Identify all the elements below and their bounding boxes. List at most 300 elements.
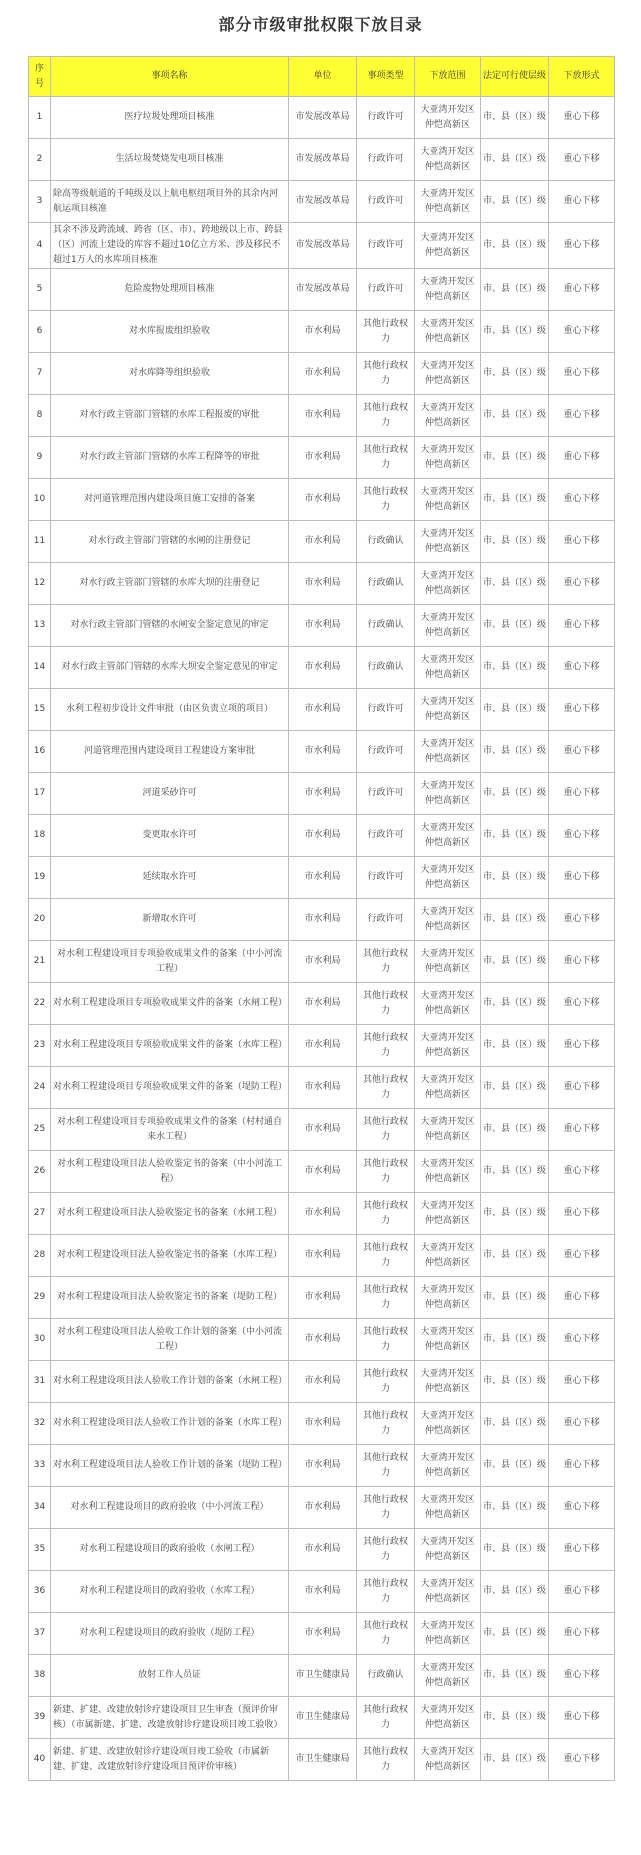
- row-level: 市、县（区）级: [481, 773, 549, 815]
- row-type: 其他行政权力: [357, 1697, 415, 1739]
- row-no: 22: [29, 983, 51, 1025]
- row-unit: 市水利局: [289, 1109, 357, 1151]
- row-type: 行政许可: [357, 731, 415, 773]
- row-form: 重心下移: [549, 1319, 615, 1361]
- row-unit: 市发展改革局: [289, 181, 357, 223]
- row-level: 市、县（区）级: [481, 1319, 549, 1361]
- row-level: 市、县（区）级: [481, 1571, 549, 1613]
- row-form: 重心下移: [549, 983, 615, 1025]
- row-name: 对水库降等组织验收: [51, 353, 289, 395]
- row-no: 17: [29, 773, 51, 815]
- row-scope: 大亚湾开发区仲恺高新区: [415, 1319, 481, 1361]
- row-level: 市、县（区）级: [481, 269, 549, 311]
- row-type: 其他行政权力: [357, 941, 415, 983]
- row-level: 市、县（区）级: [481, 1067, 549, 1109]
- row-form: 重心下移: [549, 1655, 615, 1697]
- row-scope: 大亚湾开发区仲恺高新区: [415, 353, 481, 395]
- row-no: 39: [29, 1697, 51, 1739]
- row-unit: 市水利局: [289, 1571, 357, 1613]
- row-level: 市、县（区）级: [481, 689, 549, 731]
- row-form: 重心下移: [549, 605, 615, 647]
- row-no: 8: [29, 395, 51, 437]
- row-no: 37: [29, 1613, 51, 1655]
- table-row: [29, 1151, 615, 1193]
- row-form: 重心下移: [549, 1151, 615, 1193]
- row-scope: 大亚湾开发区仲恺高新区: [415, 857, 481, 899]
- row-scope: 大亚湾开发区仲恺高新区: [415, 1025, 481, 1067]
- row-unit: 市水利局: [289, 605, 357, 647]
- row-name: 新增取水许可: [51, 899, 289, 941]
- row-form: 重心下移: [549, 563, 615, 605]
- row-no: 23: [29, 1025, 51, 1067]
- row-unit: 市卫生健康局: [289, 1697, 357, 1739]
- row-type: 行政许可: [357, 223, 415, 269]
- table-row: [29, 1277, 615, 1319]
- row-scope: 大亚湾开发区仲恺高新区: [415, 1697, 481, 1739]
- row-no: 38: [29, 1655, 51, 1697]
- row-name: 对水利工程建设项目法人验收鉴定书的备案（水闸工程）: [51, 1193, 289, 1235]
- row-form: 重心下移: [549, 1613, 615, 1655]
- row-scope: 大亚湾开发区仲恺高新区: [415, 1571, 481, 1613]
- row-type: 其他行政权力: [357, 395, 415, 437]
- row-unit: 市水利局: [289, 1319, 357, 1361]
- row-scope: 大亚湾开发区仲恺高新区: [415, 689, 481, 731]
- row-no: 29: [29, 1277, 51, 1319]
- row-level: 市、县（区）级: [481, 1739, 549, 1781]
- row-name: 对水利工程建设项目法人验收鉴定书的备案（水库工程）: [51, 1235, 289, 1277]
- row-type: 行政许可: [357, 689, 415, 731]
- row-unit: 市水利局: [289, 647, 357, 689]
- table-row: [29, 563, 615, 605]
- table-row: [29, 353, 615, 395]
- row-form: 重心下移: [549, 1697, 615, 1739]
- header-name: 事项名称: [51, 57, 289, 97]
- row-name: 危险废物处理项目核准: [51, 269, 289, 311]
- row-name: 延续取水许可: [51, 857, 289, 899]
- row-type: 其他行政权力: [357, 479, 415, 521]
- row-name: 生活垃圾焚烧发电项目核准: [51, 139, 289, 181]
- row-scope: 大亚湾开发区仲恺高新区: [415, 1403, 481, 1445]
- row-scope: 大亚湾开发区仲恺高新区: [415, 311, 481, 353]
- row-scope: 大亚湾开发区仲恺高新区: [415, 605, 481, 647]
- row-type: 其他行政权力: [357, 437, 415, 479]
- table-row: [29, 983, 615, 1025]
- row-type: 行政许可: [357, 899, 415, 941]
- table-row: [29, 1529, 615, 1571]
- row-name: 对水利工程建设项目法人验收工作计划的备案（水闸工程）: [51, 1361, 289, 1403]
- table-body: [29, 97, 615, 1781]
- row-unit: 市卫生健康局: [289, 1655, 357, 1697]
- row-level: 市、县（区）级: [481, 1697, 549, 1739]
- table-row: [29, 1361, 615, 1403]
- table-row: [29, 605, 615, 647]
- table-row: [29, 223, 615, 269]
- row-level: 市、县（区）级: [481, 1151, 549, 1193]
- row-form: 重心下移: [549, 1739, 615, 1781]
- row-unit: 市水利局: [289, 1403, 357, 1445]
- header-scope: 下放范围: [415, 57, 481, 97]
- table-row: [29, 521, 615, 563]
- row-form: 重心下移: [549, 1277, 615, 1319]
- header-form: 下放形式: [549, 57, 615, 97]
- row-form: 重心下移: [549, 1571, 615, 1613]
- row-scope: 大亚湾开发区仲恺高新区: [415, 437, 481, 479]
- row-unit: 市水利局: [289, 437, 357, 479]
- table-row: [29, 139, 615, 181]
- row-type: 其他行政权力: [357, 1277, 415, 1319]
- row-type: 行政确认: [357, 605, 415, 647]
- row-no: 14: [29, 647, 51, 689]
- row-type: 其他行政权力: [357, 1529, 415, 1571]
- table-row: [29, 1571, 615, 1613]
- row-scope: 大亚湾开发区仲恺高新区: [415, 223, 481, 269]
- row-unit: 市水利局: [289, 311, 357, 353]
- row-unit: 市发展改革局: [289, 97, 357, 139]
- row-scope: 大亚湾开发区仲恺高新区: [415, 181, 481, 223]
- row-type: 行政许可: [357, 857, 415, 899]
- row-name: 对水利工程建设项目专项验收成果文件的备案（村村通自来水工程）: [51, 1109, 289, 1151]
- row-name: 对水利工程建设项目的政府验收（水闸工程）: [51, 1529, 289, 1571]
- row-unit: 市发展改革局: [289, 223, 357, 269]
- row-level: 市、县（区）级: [481, 1193, 549, 1235]
- row-level: 市、县（区）级: [481, 899, 549, 941]
- table-row: [29, 1445, 615, 1487]
- row-no: 35: [29, 1529, 51, 1571]
- table-row: [29, 731, 615, 773]
- table-row: [29, 1697, 615, 1739]
- table-row: [29, 1067, 615, 1109]
- row-name: 对水利工程建设项目专项验收成果文件的备案（水库工程）: [51, 1025, 289, 1067]
- row-unit: 市水利局: [289, 815, 357, 857]
- row-type: 其他行政权力: [357, 1571, 415, 1613]
- row-type: 行政许可: [357, 815, 415, 857]
- row-type: 其他行政权力: [357, 1361, 415, 1403]
- row-level: 市、县（区）级: [481, 395, 549, 437]
- row-level: 市、县（区）级: [481, 605, 549, 647]
- row-no: 15: [29, 689, 51, 731]
- row-no: 10: [29, 479, 51, 521]
- row-no: 1: [29, 97, 51, 139]
- row-scope: 大亚湾开发区仲恺高新区: [415, 983, 481, 1025]
- row-scope: 大亚湾开发区仲恺高新区: [415, 1277, 481, 1319]
- row-unit: 市水利局: [289, 857, 357, 899]
- row-scope: 大亚湾开发区仲恺高新区: [415, 1655, 481, 1697]
- row-form: 重心下移: [549, 353, 615, 395]
- row-form: 重心下移: [549, 97, 615, 139]
- row-unit: 市水利局: [289, 353, 357, 395]
- row-unit: 市卫生健康局: [289, 1739, 357, 1781]
- row-scope: 大亚湾开发区仲恺高新区: [415, 899, 481, 941]
- row-level: 市、县（区）级: [481, 1529, 549, 1571]
- row-type: 其他行政权力: [357, 1445, 415, 1487]
- row-type: 其他行政权力: [357, 1403, 415, 1445]
- row-form: 重心下移: [549, 181, 615, 223]
- row-unit: 市水利局: [289, 1613, 357, 1655]
- row-name: 对水行政主管部门管辖的水库大坝安全鉴定意见的审定: [51, 647, 289, 689]
- row-level: 市、县（区）级: [481, 223, 549, 269]
- row-form: 重心下移: [549, 1109, 615, 1151]
- row-level: 市、县（区）级: [481, 97, 549, 139]
- row-scope: 大亚湾开发区仲恺高新区: [415, 1739, 481, 1781]
- table-row: [29, 689, 615, 731]
- row-type: 行政许可: [357, 97, 415, 139]
- row-no: 27: [29, 1193, 51, 1235]
- row-name: 对水利工程建设项目法人验收工作计划的备案（水库工程）: [51, 1403, 289, 1445]
- row-form: 重心下移: [549, 1445, 615, 1487]
- row-name: 放射工作人员证: [51, 1655, 289, 1697]
- row-name: 对水行政主管部门管辖的水库大坝的注册登记: [51, 563, 289, 605]
- row-unit: 市水利局: [289, 1529, 357, 1571]
- row-no: 26: [29, 1151, 51, 1193]
- row-name: 对水利工程建设项目的政府验收（中小河流工程）: [51, 1487, 289, 1529]
- row-name: 除高等级航道的千吨级及以上航电枢纽项目外的其余内河航运项目核准: [51, 181, 289, 223]
- row-scope: 大亚湾开发区仲恺高新区: [415, 1361, 481, 1403]
- table-row: [29, 181, 615, 223]
- row-scope: 大亚湾开发区仲恺高新区: [415, 1151, 481, 1193]
- row-form: 重心下移: [549, 223, 615, 269]
- row-scope: 大亚湾开发区仲恺高新区: [415, 1613, 481, 1655]
- row-scope: 大亚湾开发区仲恺高新区: [415, 815, 481, 857]
- row-level: 市、县（区）级: [481, 1487, 549, 1529]
- table-row: [29, 1025, 615, 1067]
- row-form: 重心下移: [549, 479, 615, 521]
- row-type: 行政确认: [357, 647, 415, 689]
- row-no: 24: [29, 1067, 51, 1109]
- table-row: [29, 815, 615, 857]
- row-type: 其他行政权力: [357, 1025, 415, 1067]
- row-level: 市、县（区）级: [481, 1025, 549, 1067]
- table-row: [29, 97, 615, 139]
- row-no: 16: [29, 731, 51, 773]
- row-no: 32: [29, 1403, 51, 1445]
- row-unit: 市水利局: [289, 731, 357, 773]
- row-unit: 市水利局: [289, 689, 357, 731]
- table-row: [29, 1739, 615, 1781]
- row-no: 12: [29, 563, 51, 605]
- row-no: 7: [29, 353, 51, 395]
- row-scope: 大亚湾开发区仲恺高新区: [415, 1487, 481, 1529]
- row-unit: 市水利局: [289, 1361, 357, 1403]
- row-form: 重心下移: [549, 857, 615, 899]
- row-form: 重心下移: [549, 1403, 615, 1445]
- row-name: 对水行政主管部门管辖的水闸的注册登记: [51, 521, 289, 563]
- row-level: 市、县（区）级: [481, 941, 549, 983]
- row-level: 市、县（区）级: [481, 563, 549, 605]
- row-unit: 市水利局: [289, 1277, 357, 1319]
- table-row: [29, 899, 615, 941]
- row-name: 医疗垃圾处理项目核准: [51, 97, 289, 139]
- table-row: [29, 395, 615, 437]
- row-name: 对水利工程建设项目法人验收鉴定书的备案（中小河流工程）: [51, 1151, 289, 1193]
- row-unit: 市水利局: [289, 395, 357, 437]
- row-form: 重心下移: [549, 437, 615, 479]
- row-type: 其他行政权力: [357, 311, 415, 353]
- table-row: [29, 1613, 615, 1655]
- row-unit: 市水利局: [289, 1151, 357, 1193]
- table-row: [29, 311, 615, 353]
- row-no: 3: [29, 181, 51, 223]
- row-level: 市、县（区）级: [481, 1403, 549, 1445]
- row-form: 重心下移: [549, 689, 615, 731]
- row-form: 重心下移: [549, 647, 615, 689]
- row-form: 重心下移: [549, 815, 615, 857]
- page-title: 部分市级审批权限下放目录: [218, 15, 423, 34]
- row-name: 对水利工程建设项目的政府验收（堤防工程）: [51, 1613, 289, 1655]
- row-scope: 大亚湾开发区仲恺高新区: [415, 941, 481, 983]
- row-level: 市、县（区）级: [481, 437, 549, 479]
- row-type: 其他行政权力: [357, 1739, 415, 1781]
- header-no: 序号: [29, 57, 51, 97]
- row-scope: 大亚湾开发区仲恺高新区: [415, 521, 481, 563]
- row-no: 31: [29, 1361, 51, 1403]
- row-level: 市、县（区）级: [481, 983, 549, 1025]
- row-type: 其他行政权力: [357, 1151, 415, 1193]
- table-row: [29, 269, 615, 311]
- row-form: 重心下移: [549, 1361, 615, 1403]
- row-scope: 大亚湾开发区仲恺高新区: [415, 269, 481, 311]
- row-type: 其他行政权力: [357, 1193, 415, 1235]
- row-scope: 大亚湾开发区仲恺高新区: [415, 563, 481, 605]
- row-unit: 市水利局: [289, 941, 357, 983]
- row-form: 重心下移: [549, 269, 615, 311]
- row-no: 4: [29, 223, 51, 269]
- row-level: 市、县（区）级: [481, 353, 549, 395]
- table-row: [29, 1319, 615, 1361]
- row-no: 18: [29, 815, 51, 857]
- row-form: 重心下移: [549, 1193, 615, 1235]
- row-name: 对水利工程建设项目专项验收成果文件的备案（中小河流工程）: [51, 941, 289, 983]
- row-name: 对水利工程建设项目专项验收成果文件的备案（堤防工程）: [51, 1067, 289, 1109]
- row-level: 市、县（区）级: [481, 311, 549, 353]
- row-level: 市、县（区）级: [481, 181, 549, 223]
- table-row: [29, 1487, 615, 1529]
- table-row: [29, 1655, 615, 1697]
- row-scope: 大亚湾开发区仲恺高新区: [415, 395, 481, 437]
- row-name: 河道采砂许可: [51, 773, 289, 815]
- row-type: 行政许可: [357, 139, 415, 181]
- row-scope: 大亚湾开发区仲恺高新区: [415, 479, 481, 521]
- row-level: 市、县（区）级: [481, 731, 549, 773]
- row-unit: 市水利局: [289, 1445, 357, 1487]
- row-name: 对水利工程建设项目专项验收成果文件的备案（水闸工程）: [51, 983, 289, 1025]
- row-name: 对水库报废组织验收: [51, 311, 289, 353]
- table-row: [29, 647, 615, 689]
- row-level: 市、县（区）级: [481, 857, 549, 899]
- row-level: 市、县（区）级: [481, 1277, 549, 1319]
- row-no: 2: [29, 139, 51, 181]
- row-type: 其他行政权力: [357, 1319, 415, 1361]
- table-row: [29, 1193, 615, 1235]
- row-form: 重心下移: [549, 1067, 615, 1109]
- row-type: 行政许可: [357, 773, 415, 815]
- row-no: 36: [29, 1571, 51, 1613]
- row-form: 重心下移: [549, 899, 615, 941]
- row-type: 行政确认: [357, 1655, 415, 1697]
- row-form: 重心下移: [549, 1529, 615, 1571]
- row-scope: 大亚湾开发区仲恺高新区: [415, 1193, 481, 1235]
- row-no: 9: [29, 437, 51, 479]
- row-form: 重心下移: [549, 395, 615, 437]
- row-name: 河道管理范围内建设项目工程建设方案审批: [51, 731, 289, 773]
- row-name: 新建、扩建、改建放射诊疗建设项目卫生审查（预评价审核）（市属新建、扩建、改建放射诊疗建设项目竣工验收）: [51, 1697, 289, 1739]
- row-level: 市、县（区）级: [481, 815, 549, 857]
- row-level: 市、县（区）级: [481, 1655, 549, 1697]
- approval-catalog-table: [28, 56, 615, 1781]
- row-no: 11: [29, 521, 51, 563]
- row-unit: 市水利局: [289, 1193, 357, 1235]
- row-unit: 市水利局: [289, 1235, 357, 1277]
- row-unit: 市发展改革局: [289, 269, 357, 311]
- table-row: [29, 857, 615, 899]
- row-scope: 大亚湾开发区仲恺高新区: [415, 773, 481, 815]
- row-name: 对水利工程建设项目的政府验收（水库工程）: [51, 1571, 289, 1613]
- row-no: 13: [29, 605, 51, 647]
- table-row: [29, 437, 615, 479]
- row-no: 28: [29, 1235, 51, 1277]
- row-type: 其他行政权力: [357, 353, 415, 395]
- row-no: 30: [29, 1319, 51, 1361]
- row-unit: 市水利局: [289, 899, 357, 941]
- row-type: 行政许可: [357, 269, 415, 311]
- row-type: 其他行政权力: [357, 1613, 415, 1655]
- row-scope: 大亚湾开发区仲恺高新区: [415, 97, 481, 139]
- row-form: 重心下移: [549, 139, 615, 181]
- row-level: 市、县（区）级: [481, 1361, 549, 1403]
- row-type: 行政许可: [357, 181, 415, 223]
- row-name: 对水利工程建设项目法人验收工作计划的备案（堤防工程）: [51, 1445, 289, 1487]
- row-type: 其他行政权力: [357, 983, 415, 1025]
- row-name: 其余不涉及跨流域、跨省（区、市）、跨地级以上市、跨县（区）河流上建设的库容不超过10亿立方米、涉及移民不超过1万人的水库项目核准: [51, 223, 289, 269]
- row-name: 对水行政主管部门管辖的水库工程报废的审批: [51, 395, 289, 437]
- row-no: 20: [29, 899, 51, 941]
- row-scope: 大亚湾开发区仲恺高新区: [415, 1109, 481, 1151]
- row-form: 重心下移: [549, 521, 615, 563]
- row-level: 市、县（区）级: [481, 479, 549, 521]
- table-row: [29, 1403, 615, 1445]
- row-no: 6: [29, 311, 51, 353]
- row-unit: 市水利局: [289, 1487, 357, 1529]
- row-name: 对水利工程建设项目法人验收工作计划的备案（中小河流工程）: [51, 1319, 289, 1361]
- row-no: 5: [29, 269, 51, 311]
- row-unit: 市水利局: [289, 479, 357, 521]
- row-level: 市、县（区）级: [481, 521, 549, 563]
- row-name: 水利工程初步设计文件审批（由区负责立项的项目）: [51, 689, 289, 731]
- row-level: 市、县（区）级: [481, 1445, 549, 1487]
- row-form: 重心下移: [549, 1487, 615, 1529]
- header-unit: 单位: [289, 57, 357, 97]
- row-form: 重心下移: [549, 731, 615, 773]
- row-type: 其他行政权力: [357, 1235, 415, 1277]
- table-header-row: [29, 57, 615, 97]
- row-scope: 大亚湾开发区仲恺高新区: [415, 139, 481, 181]
- row-name: 对河道管理范围内建设项目施工安排的备案: [51, 479, 289, 521]
- table-row: [29, 479, 615, 521]
- header-type: 事项类型: [357, 57, 415, 97]
- row-form: 重心下移: [549, 1025, 615, 1067]
- row-scope: 大亚湾开发区仲恺高新区: [415, 1445, 481, 1487]
- table-row: [29, 1109, 615, 1151]
- row-form: 重心下移: [549, 311, 615, 353]
- row-type: 其他行政权力: [357, 1109, 415, 1151]
- row-level: 市、县（区）级: [481, 1109, 549, 1151]
- row-type: 行政确认: [357, 521, 415, 563]
- row-unit: 市水利局: [289, 1025, 357, 1067]
- row-unit: 市水利局: [289, 773, 357, 815]
- row-name: 变更取水许可: [51, 815, 289, 857]
- row-scope: 大亚湾开发区仲恺高新区: [415, 1235, 481, 1277]
- row-form: 重心下移: [549, 941, 615, 983]
- row-form: 重心下移: [549, 773, 615, 815]
